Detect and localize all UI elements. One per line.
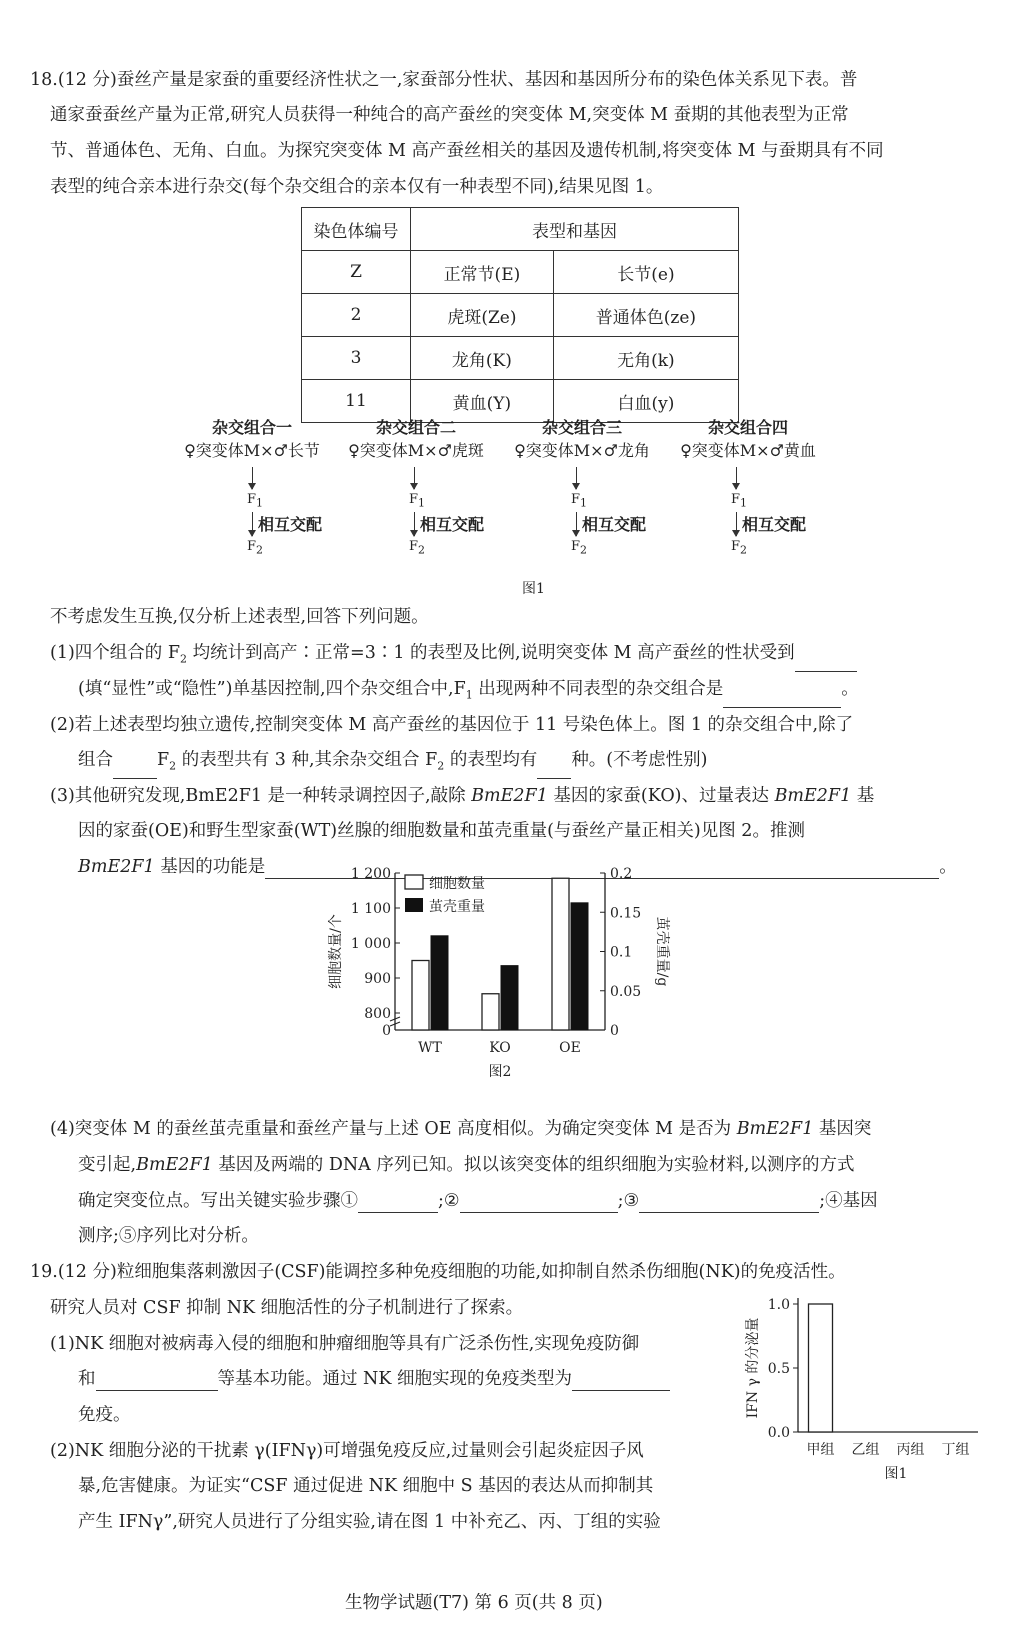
mating-label: 相互交配 xyxy=(742,515,807,534)
bar-cocoon-weight xyxy=(431,936,448,1030)
q19-line-8: 产生 IFNγ”,研究人员进行了分组实验,请在图 1 中补充乙、丙、丁组的实验 xyxy=(78,1512,661,1532)
bar-cell-count xyxy=(412,961,429,1031)
cross-2 xyxy=(336,415,496,461)
cross-title: 杂交组合一 xyxy=(211,418,292,437)
legend-swatch-cell-count xyxy=(405,875,423,889)
table-row xyxy=(302,251,739,294)
table-cell: 无角(k) xyxy=(553,337,738,380)
q18-intro: 不考虑发生互换,仅分析上述表型,回答下列问题。 xyxy=(50,607,429,627)
table-header-phenotype: 表型和基因 xyxy=(411,208,739,251)
arrow-down xyxy=(414,467,415,489)
cross-title: 杂交组合三 xyxy=(541,418,622,437)
table-cell: 龙角(K) xyxy=(411,337,554,380)
q19-line-1: 19.(12 分)粒细胞集落刺激因子(CSF)能调控多种免疫细胞的功能,如抑制自然杀伤细胞(NK)的免疫活性。 xyxy=(30,1262,846,1282)
table-row xyxy=(302,337,739,380)
f1-label: $F_1$ xyxy=(409,492,426,510)
right-tick-label: 0.2 xyxy=(610,866,633,882)
page-footer: 生物学试题(T7) 第 6 页(共 8 页) xyxy=(345,1593,603,1613)
x-tick-label: 丁组 xyxy=(941,1442,970,1458)
q18-part4-line2: 变引起,BmE2F1 基因及两端的 DNA 序列已知。拟以该突变体的组织细胞为实验材料,以测序的方式 xyxy=(78,1155,855,1175)
arrow-down xyxy=(252,467,253,489)
q18-part4-line1: (4)突变体 M 的蚕丝茧壳重量和蚕丝产量与上述 OE 高度相似。为确定突变体 M 是否为 BmE2F1 基因突 xyxy=(50,1119,872,1139)
ifn-secretion-chart xyxy=(743,1290,993,1520)
x-tick-label: OE xyxy=(559,1040,581,1056)
cross-parents: ♀突变体M×♂长节 xyxy=(184,441,320,460)
answer-blank[interactable] xyxy=(723,689,841,708)
y-tick-label: 0.0 xyxy=(767,1425,790,1441)
q18-part3-line3: BmE2F1 基因的功能是 。 xyxy=(78,857,957,877)
left-tick-label: 1 200 xyxy=(350,866,391,882)
y-axis-label-left: 细胞数量/个 xyxy=(328,914,344,989)
gene-table xyxy=(301,207,739,423)
q19-line-5: 免疫。 xyxy=(78,1405,131,1425)
legend-swatch-cocoon-weight xyxy=(405,898,423,912)
arrow-down xyxy=(252,512,253,536)
right-tick-label: 0.1 xyxy=(610,944,633,961)
q18-line-3: 节、普通体色、无角、白血。为探究突变体 M 高产蚕丝相关的基因及遗传机制,将突变体 M 与蚕期具有不同 xyxy=(50,141,884,161)
table-cell: 2 xyxy=(302,294,411,337)
answer-blank[interactable] xyxy=(113,760,157,779)
f1-label: $F_1$ xyxy=(731,492,748,510)
mating-label: 相互交配 xyxy=(258,515,323,534)
table-cell: Z xyxy=(302,251,411,294)
answer-blank[interactable] xyxy=(460,1194,618,1213)
cell-count-cocoon-chart xyxy=(320,865,720,1080)
x-tick-label: 乙组 xyxy=(851,1442,880,1458)
x-tick-label: 丙组 xyxy=(896,1442,925,1458)
table-cell: 普通体色(ze) xyxy=(553,294,738,337)
x-tick-label: 甲组 xyxy=(806,1442,835,1458)
q18-line-4: 表型的纯合亲本进行杂交(每个杂交组合的亲本仅有一种表型不同),结果见图 1。 xyxy=(50,177,664,197)
q18-part4-line4: 测序;⑤序列比对分析。 xyxy=(78,1226,259,1246)
left-tick-label: 800 xyxy=(364,1006,391,1022)
cross-parents: ♀突变体M×♂龙角 xyxy=(514,441,650,460)
arrow-down xyxy=(736,512,737,536)
y-axis-label-right: 茧壳重量/g xyxy=(654,916,670,987)
bar-ifn xyxy=(809,1304,833,1432)
cross-parents: ♀突变体M×♂虎斑 xyxy=(348,441,484,460)
table-cell: 白血(y) xyxy=(553,380,738,423)
bar-cell-count xyxy=(482,994,499,1030)
answer-blank[interactable] xyxy=(96,1372,218,1391)
y-tick-label: 1.0 xyxy=(767,1297,790,1313)
table-cell: 虎斑(Ze) xyxy=(411,294,554,337)
q18-part1-line1: (1)四个组合的 $F_2$ 均统计到高产∶正常=3∶1 的表型及比例,说明突变体 M 高产蚕丝的性状受到 xyxy=(50,641,857,672)
q18-part2-line2: 组合 $F_2$ 的表型共有 3 种,其余杂交组合 $F_2$ 的表型均有 种。(不考虑性别) xyxy=(78,748,707,779)
left-tick-label: 1 100 xyxy=(350,901,391,917)
left-tick-label: 900 xyxy=(364,971,391,987)
y-tick-label: 0.5 xyxy=(767,1361,790,1377)
table-header-chr: 染色体编号 xyxy=(302,208,411,251)
cross-title: 杂交组合四 xyxy=(707,418,788,437)
mating-label: 相互交配 xyxy=(420,515,485,534)
q19-line-6: (2)NK 细胞分泌的干扰素 γ(IFNγ)可增强免疫反应,过量则会引起炎症因子风 xyxy=(50,1441,644,1461)
q19-line-3: (1)NK 细胞对被病毒入侵的细胞和肿瘤细胞等具有广泛杀伤性,实现免疫防御 xyxy=(50,1334,640,1354)
f2-label: $F_2$ xyxy=(409,539,426,557)
left-tick-label: 1 000 xyxy=(350,936,391,952)
bar-cocoon-weight xyxy=(501,966,518,1030)
right-tick-label: 0.05 xyxy=(610,983,642,1000)
right-tick-label: 0.15 xyxy=(610,905,642,922)
table-cell: 11 xyxy=(302,380,411,423)
answer-blank[interactable] xyxy=(572,1372,670,1391)
q18-part2-line1: (2)若上述表型均独立遗传,控制突变体 M 高产蚕丝的基因位于 11 号染色体上。图 1 的杂交组合中,除了 xyxy=(50,715,854,735)
q19-line-2: 研究人员对 CSF 抑制 NK 细胞活性的分子机制进行了探索。 xyxy=(50,1298,524,1318)
table-cell: 3 xyxy=(302,337,411,380)
f2-label: $F_2$ xyxy=(731,539,748,557)
cross-4 xyxy=(668,415,828,461)
legend-label: 细胞数量 xyxy=(429,876,485,892)
table-row xyxy=(302,294,739,337)
arrow-down xyxy=(414,512,415,536)
cross-title: 杂交组合二 xyxy=(375,418,456,437)
right-tick-label: 0 xyxy=(610,1023,619,1039)
q19-line-4: 和 等基本功能。通过 NK 细胞实现的免疫类型为 xyxy=(78,1367,670,1391)
figure-caption: 图1 xyxy=(522,581,545,597)
answer-blank[interactable] xyxy=(358,1194,438,1213)
bar-cell-count xyxy=(552,878,569,1030)
arrow-down xyxy=(576,512,577,536)
x-tick-label: KO xyxy=(489,1040,511,1056)
answer-blank[interactable] xyxy=(639,1194,819,1213)
left-tick-label: 0 xyxy=(382,1023,391,1039)
cross-parents: ♀突变体M×♂黄血 xyxy=(680,441,816,460)
q18-part3-line2: 因的家蚕(OE)和野生型家蚕(WT)丝腺的细胞数量和茧壳重量(与蚕丝产量正相关)见图 2。推测 xyxy=(78,821,805,841)
q18-part1-line2: (填“显性”或“隐性”)单基因控制,四个杂交组合中$,F_1$ 出现两种不同表型的杂交组合是 。 xyxy=(78,677,859,708)
q18-line-2: 通家蚕蚕丝产量为正常,研究人员获得一种纯合的高产蚕丝的突变体 M,突变体 M 蚕期的其他表型为正常 xyxy=(50,105,849,125)
q18-part4-line3: 确定突变位点。写出关键实验步骤① ;② ;③ ;④基因 xyxy=(78,1191,878,1211)
x-tick-label: WT xyxy=(418,1040,442,1056)
q18-part3-line1: (3)其他研究发现,BmE2F1 是一种转录调控因子,敲除 BmE2F1 基因的家蚕(KO)、过量表达 BmE2F1 基 xyxy=(50,786,875,806)
mating-label: 相互交配 xyxy=(582,515,647,534)
f2-label: $F_2$ xyxy=(571,539,588,557)
chart-title: 图2 xyxy=(488,1064,512,1080)
table-cell: 正常节(E) xyxy=(411,251,554,294)
arrow-down xyxy=(736,467,737,489)
table-cell: 长节(e) xyxy=(553,251,738,294)
answer-blank[interactable] xyxy=(795,653,857,672)
table-cell: 黄血(Y) xyxy=(411,380,554,423)
cross-1 xyxy=(172,415,332,461)
chart-title: 图1 xyxy=(884,1466,908,1482)
q19-line-7: 暴,危害健康。为证实“CSF 通过促进 NK 细胞中 S 基因的表达从而抑制其 xyxy=(78,1476,654,1496)
f1-label: $F_1$ xyxy=(247,492,264,510)
bar-cocoon-weight xyxy=(571,903,588,1030)
y-axis-label: IFN γ 的分泌量 xyxy=(745,1317,761,1419)
arrow-down xyxy=(576,467,577,489)
f1-label: $F_1$ xyxy=(571,492,588,510)
f2-label: $F_2$ xyxy=(247,539,264,557)
q18-line-1: 18.(12 分)蚕丝产量是家蚕的重要经济性状之一,家蚕部分性状、基因和基因所分布的染色体关系见下表。普 xyxy=(30,70,858,90)
answer-blank[interactable] xyxy=(537,760,571,779)
legend-label: 茧壳重量 xyxy=(429,899,485,915)
cross-3 xyxy=(502,415,662,461)
